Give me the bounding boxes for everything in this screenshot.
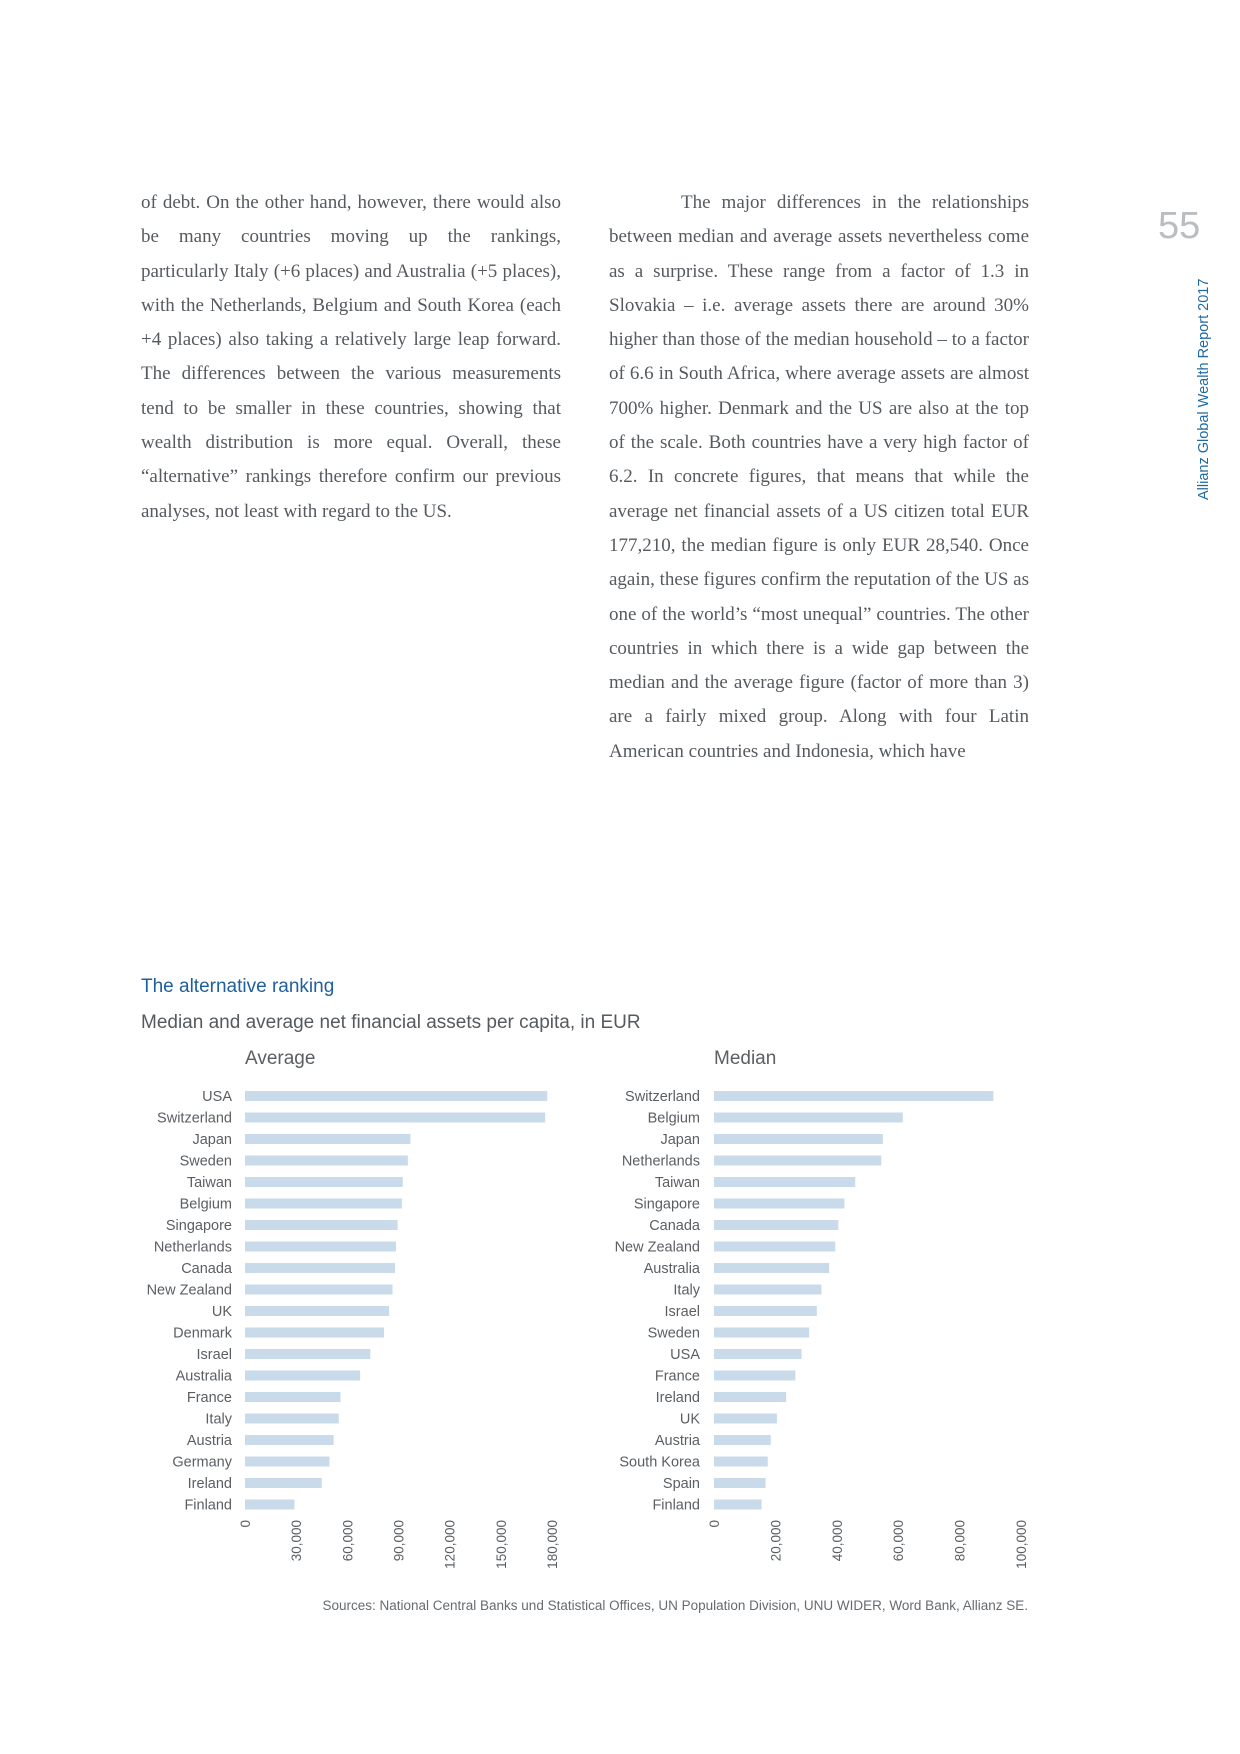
bar: [714, 1500, 762, 1510]
category-label: Australia: [643, 1261, 700, 1277]
category-label: Singapore: [165, 1218, 232, 1234]
tick-label: 60,000: [891, 1520, 907, 1562]
category-label: Canada: [181, 1261, 232, 1277]
category-label: New Zealand: [146, 1282, 232, 1299]
bar: [245, 1328, 384, 1338]
bar: [714, 1091, 993, 1101]
category-label: Netherlands: [621, 1153, 700, 1170]
body-column-left: [141, 186, 561, 529]
bar: [714, 1156, 881, 1166]
category-label: Austria: [186, 1433, 232, 1449]
category-label: France: [654, 1368, 700, 1385]
bar: [714, 1414, 777, 1424]
category-label: Taiwan: [186, 1175, 232, 1191]
body-paragraph-left: of debt. On the other hand, however, there would also be many countries moving up the rankings, particularly Italy (+6 places) and Australia (+5 places), with the Netherlands, Belgium and South Korea (each +4 places) also taking a relatively large leap forward. The differences between the various measurements tend to be smaller in these countries, showing that wealth distribution is more equal. Overall, these “alternative” rankings therefore confirm our previous analyses, not least with regard to the US.: [141, 192, 561, 522]
bar: [245, 1371, 360, 1381]
bar: [245, 1177, 403, 1187]
bar: [714, 1242, 835, 1252]
bar: [714, 1457, 768, 1467]
chart-subtitle: Median and average net financial assets per capita, in EUR: [141, 1012, 641, 1033]
panel-title: Average: [245, 1048, 316, 1069]
tick-label: 150,000: [493, 1520, 509, 1569]
tick-label: 180,000: [545, 1520, 560, 1569]
tick-label: 90,000: [391, 1520, 407, 1562]
category-label: Spain: [662, 1476, 700, 1492]
bar: [245, 1220, 398, 1230]
running-head: Allianz Global Wealth Report 2017: [1196, 278, 1212, 500]
bar: [714, 1134, 883, 1144]
category-label: Australia: [175, 1368, 232, 1385]
bar: [714, 1435, 771, 1445]
category-label: South Korea: [619, 1454, 700, 1471]
category-label: Austria: [654, 1433, 700, 1449]
category-label: New Zealand: [614, 1239, 700, 1256]
bar: [714, 1371, 795, 1381]
chart-area: [0, 1030, 1240, 1570]
category-label: USA: [202, 1089, 232, 1105]
category-label: Italy: [673, 1282, 700, 1299]
category-label: Belgium: [179, 1196, 232, 1213]
category-label: Sweden: [179, 1153, 232, 1170]
bar: [245, 1263, 395, 1273]
bar: [714, 1220, 838, 1230]
bar: [245, 1392, 341, 1402]
category-label: Germany: [172, 1454, 232, 1471]
tick-label: 60,000: [340, 1520, 356, 1562]
category-label: Sweden: [647, 1325, 700, 1342]
bar: [245, 1134, 410, 1144]
category-label: Japan: [660, 1132, 700, 1148]
category-label: Ireland: [655, 1390, 700, 1406]
category-label: Switzerland: [625, 1089, 700, 1105]
bar: [714, 1285, 821, 1295]
tick-label: 100,000: [1014, 1520, 1029, 1569]
category-label: UK: [211, 1304, 232, 1320]
bar: [714, 1263, 829, 1273]
category-label: Denmark: [173, 1325, 232, 1342]
bar: [245, 1306, 389, 1316]
bar: [245, 1349, 370, 1359]
sources-note: Sources: National Central Banks und Statistical Offices, UN Population Division, UNU WIDER, Word Bank, Allianz SE.: [322, 1598, 1028, 1613]
tick-label: 20,000: [768, 1520, 784, 1562]
category-label: UK: [679, 1411, 700, 1428]
bar: [245, 1457, 329, 1467]
category-label: Canada: [649, 1218, 700, 1234]
category-label: France: [186, 1390, 232, 1406]
category-label: Belgium: [647, 1110, 700, 1127]
category-label: Japan: [192, 1132, 232, 1148]
bar: [245, 1199, 402, 1209]
bar: [245, 1113, 545, 1123]
bar: [245, 1156, 408, 1166]
bar: [245, 1414, 339, 1424]
tick-label: 0: [238, 1520, 253, 1528]
category-label: USA: [670, 1347, 700, 1363]
bar: [245, 1091, 547, 1101]
bar: [245, 1478, 322, 1488]
bar: [714, 1349, 802, 1359]
category-label: Italy: [205, 1411, 232, 1428]
bar: [245, 1500, 294, 1510]
tick-label: 120,000: [442, 1520, 458, 1569]
tick-label: 0: [707, 1520, 722, 1528]
category-label: Israel: [196, 1347, 232, 1363]
category-label: Singapore: [633, 1196, 700, 1213]
category-label: Finland: [184, 1497, 232, 1514]
body-column-right: [609, 186, 1029, 769]
category-label: Ireland: [187, 1476, 232, 1492]
bar: [714, 1478, 766, 1488]
bar: [245, 1285, 393, 1295]
bar: [714, 1328, 809, 1338]
bar: [714, 1113, 903, 1123]
tick-label: 30,000: [289, 1520, 305, 1562]
bar: [714, 1392, 786, 1402]
panel-title: Median: [714, 1048, 777, 1069]
category-label: Israel: [664, 1304, 700, 1320]
category-label: Taiwan: [654, 1175, 700, 1191]
bar: [245, 1242, 396, 1252]
category-label: Netherlands: [153, 1239, 232, 1256]
bar: [245, 1435, 334, 1445]
tick-label: 80,000: [952, 1520, 968, 1562]
bar: [714, 1177, 855, 1187]
median-chart-panel: [615, 1048, 1029, 1569]
average-chart-panel: [147, 1048, 560, 1569]
bar: [714, 1199, 844, 1209]
chart-title: The alternative ranking: [141, 976, 335, 997]
bar: [714, 1306, 817, 1316]
tick-label: 40,000: [829, 1520, 845, 1562]
category-label: Switzerland: [157, 1110, 232, 1127]
page-number: 55: [1158, 205, 1201, 247]
category-label: Finland: [652, 1497, 700, 1514]
body-paragraph-right: The major differences in the relationships between median and average assets nevertheless come as a surprise. These range from a factor of 1.3 in Slovakia – i.e. average assets there are around 30% higher than those of the median household – to a factor of 6.6 in South Africa, where average assets are almost 700% higher. Denmark and the US are also at the top of the scale. Both countries have a very high factor of 6.2. In concrete figures, that means that while the average net financial assets of a US citizen total EUR 177,210, the median figure is only EUR 28,540. Once again, these figures confirm the reputation of the US as one of the world’s “most unequal” countries. The other countries in which there is a wide gap between the median and the average figure (factor of more than 3) are a fairly mixed group. Along with four Latin American countries and Indonesia, which have: [609, 192, 1029, 762]
